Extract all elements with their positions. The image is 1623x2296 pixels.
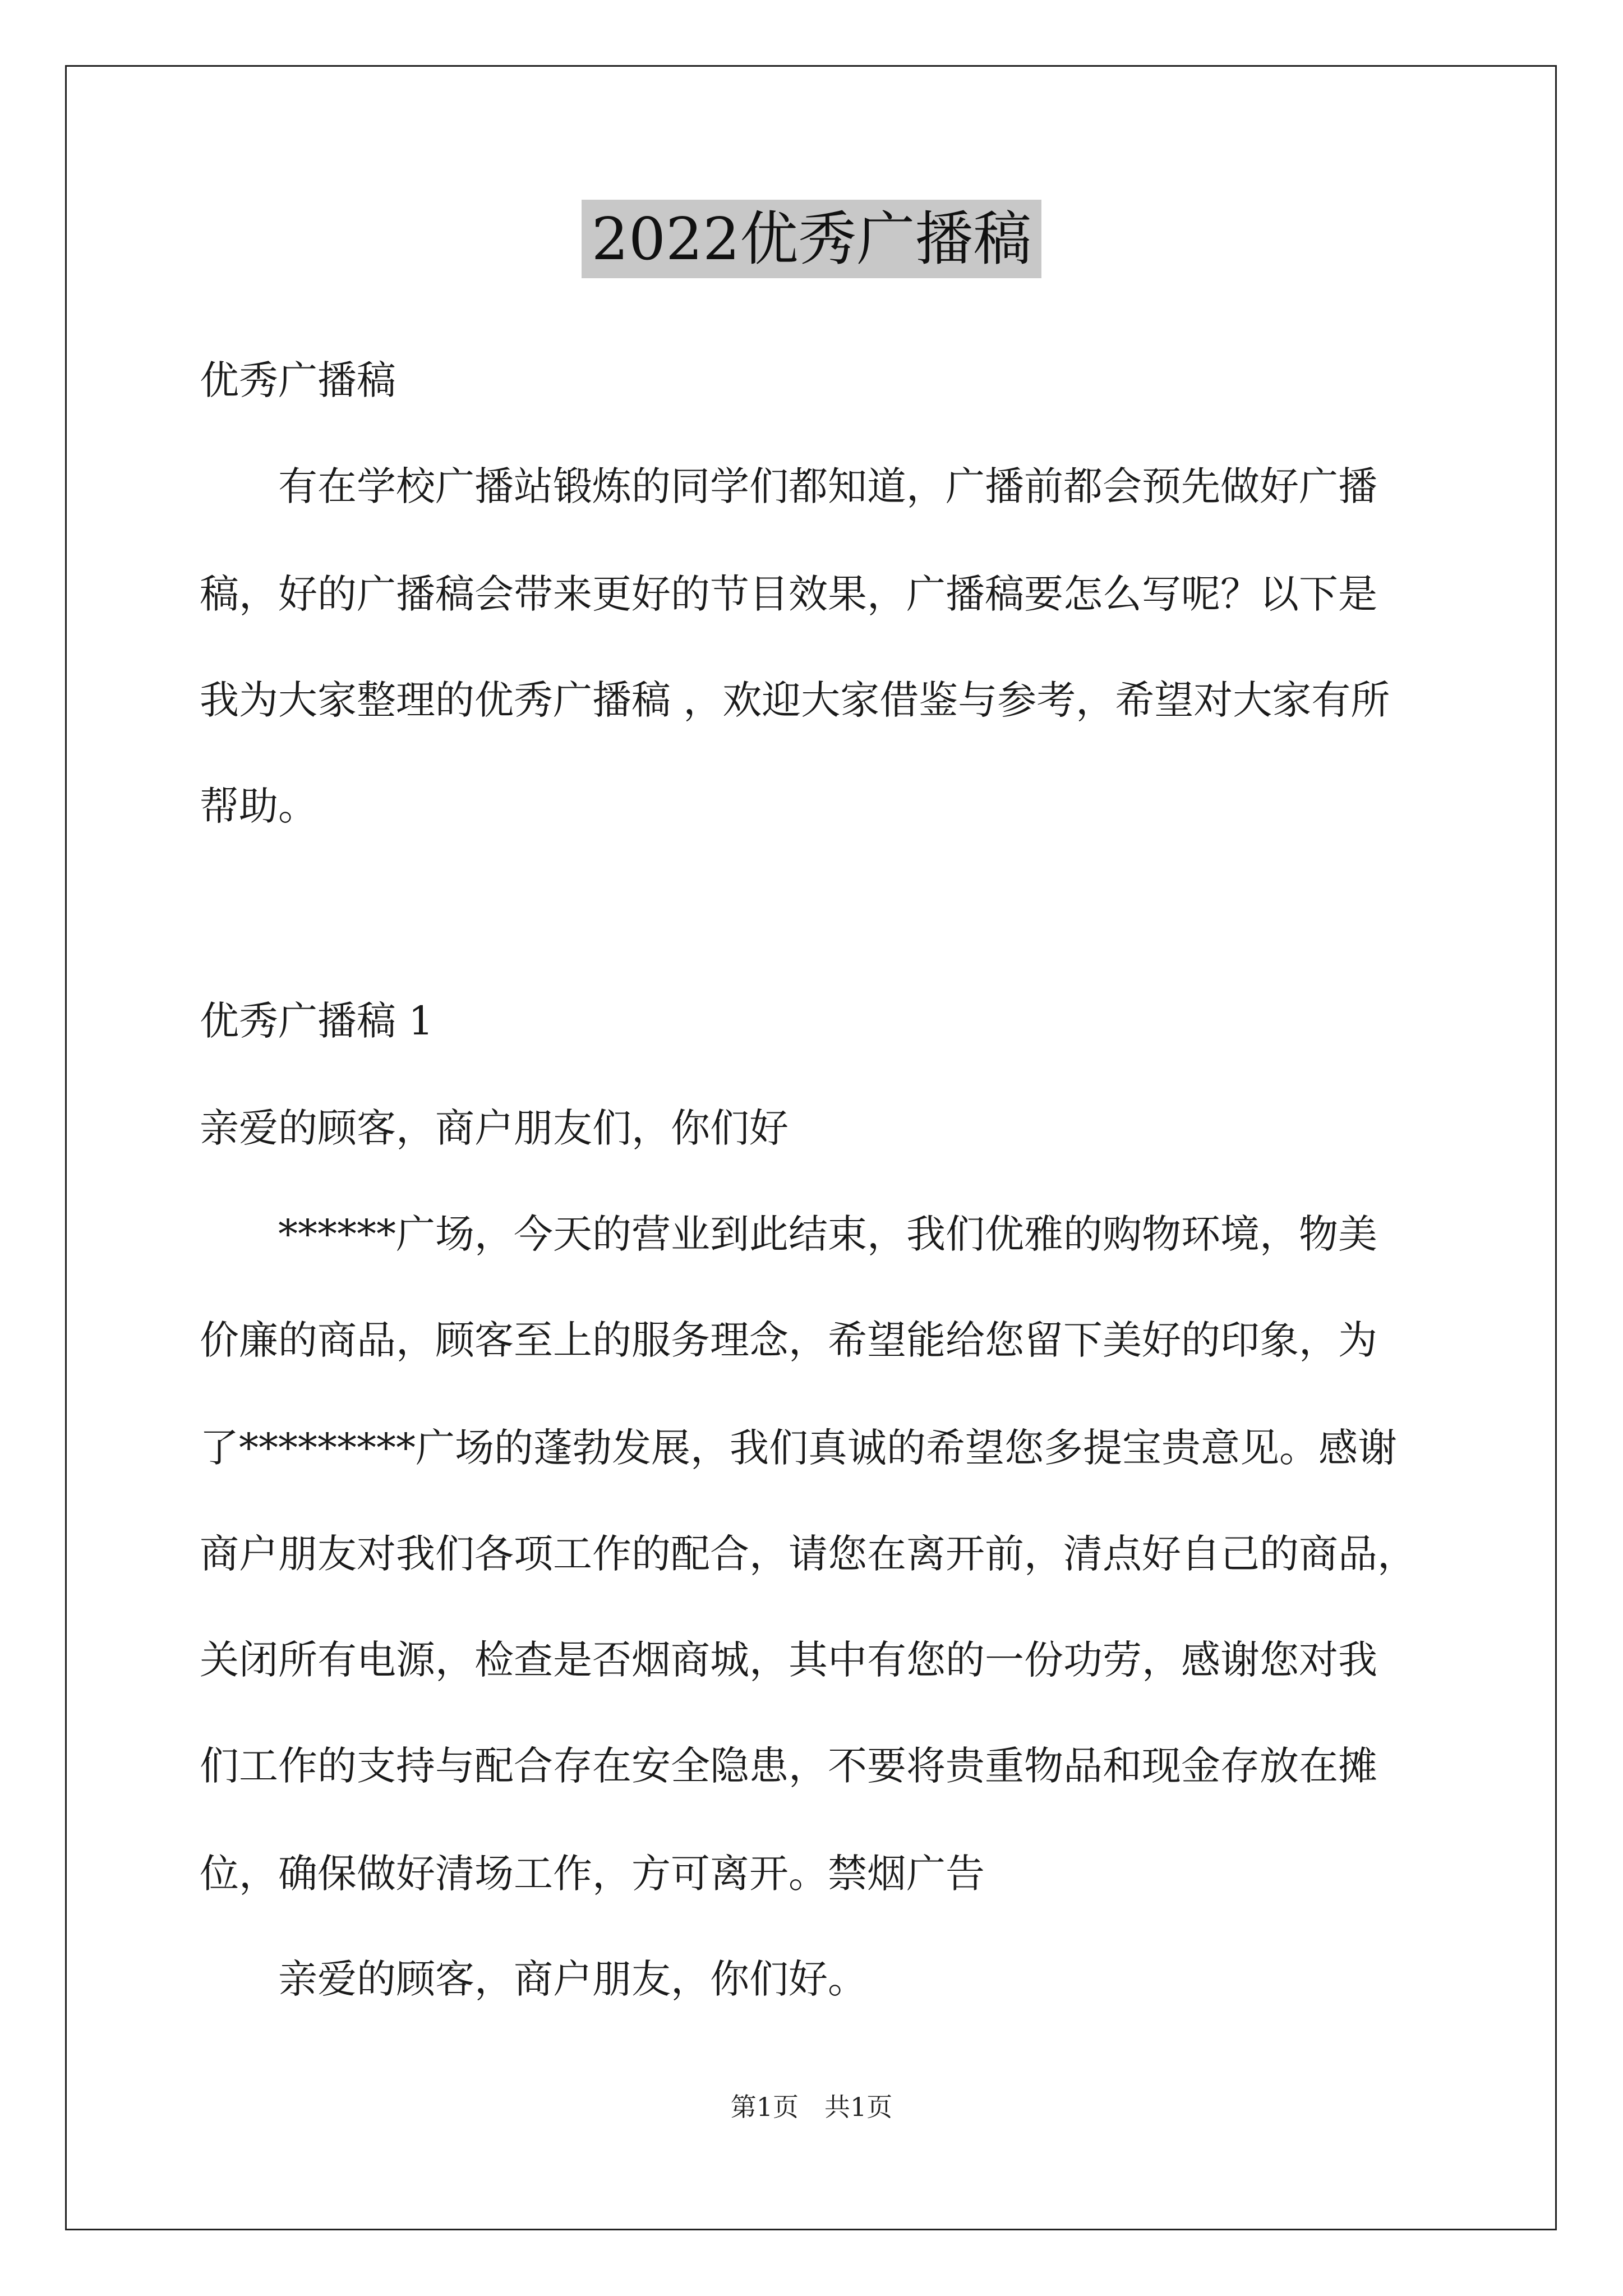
paragraph-line: 我为大家整理的优秀广播稿 ，欢迎大家借鉴与参考，希望对大家有所 bbox=[200, 677, 1390, 723]
paragraph-line: 价廉的商品，顾客至上的服务理念，希望能给您留下美好的印象，为 bbox=[200, 1317, 1377, 1363]
paragraph-line: 们工作的支持与配合存在安全隐患，不要将贵重物品和现金存放在摊 bbox=[200, 1743, 1377, 1789]
title-container bbox=[0, 200, 1623, 278]
paragraph-line: 稿，好的广播稿会带来更好的节目效果，广播稿要怎么写呢？以下是 bbox=[200, 571, 1377, 617]
paragraph-line: ******广场，今天的营业到此结束，我们优雅的购物环境，物美 bbox=[278, 1211, 1377, 1257]
document-title: 2022优秀广播稿 bbox=[582, 200, 1042, 278]
paragraph-line: 帮助。 bbox=[200, 783, 317, 829]
paragraph-line: 关闭所有电源，检查是否烟商城，其中有您的一份功劳，感谢您对我 bbox=[200, 1637, 1377, 1683]
paragraph-line: 位，确保做好清场工作，方可离开。禁烟广告 bbox=[200, 1851, 985, 1897]
page-footer: 第1页 共1页 bbox=[730, 2092, 893, 2122]
paragraph-line: 商户朋友对我们各项工作的配合，请您在离开前，清点好自己的商品， bbox=[200, 1531, 1417, 1577]
paragraph-line: 有在学校广播站锻炼的同学们都知道，广播前都会预先做好广播 bbox=[278, 463, 1377, 509]
paragraph-line: 亲爱的顾客，商户朋友，你们好。 bbox=[278, 1956, 867, 2002]
greeting-line: 亲爱的顾客，商户朋友们，你们好 bbox=[200, 1105, 789, 1151]
section-heading: 优秀广播稿 1 bbox=[200, 998, 434, 1044]
section-heading: 优秀广播稿 bbox=[200, 357, 396, 403]
paragraph-line: 了*********广场的蓬勃发展，我们真诚的希望您多提宝贵意见。感谢 bbox=[200, 1425, 1397, 1471]
